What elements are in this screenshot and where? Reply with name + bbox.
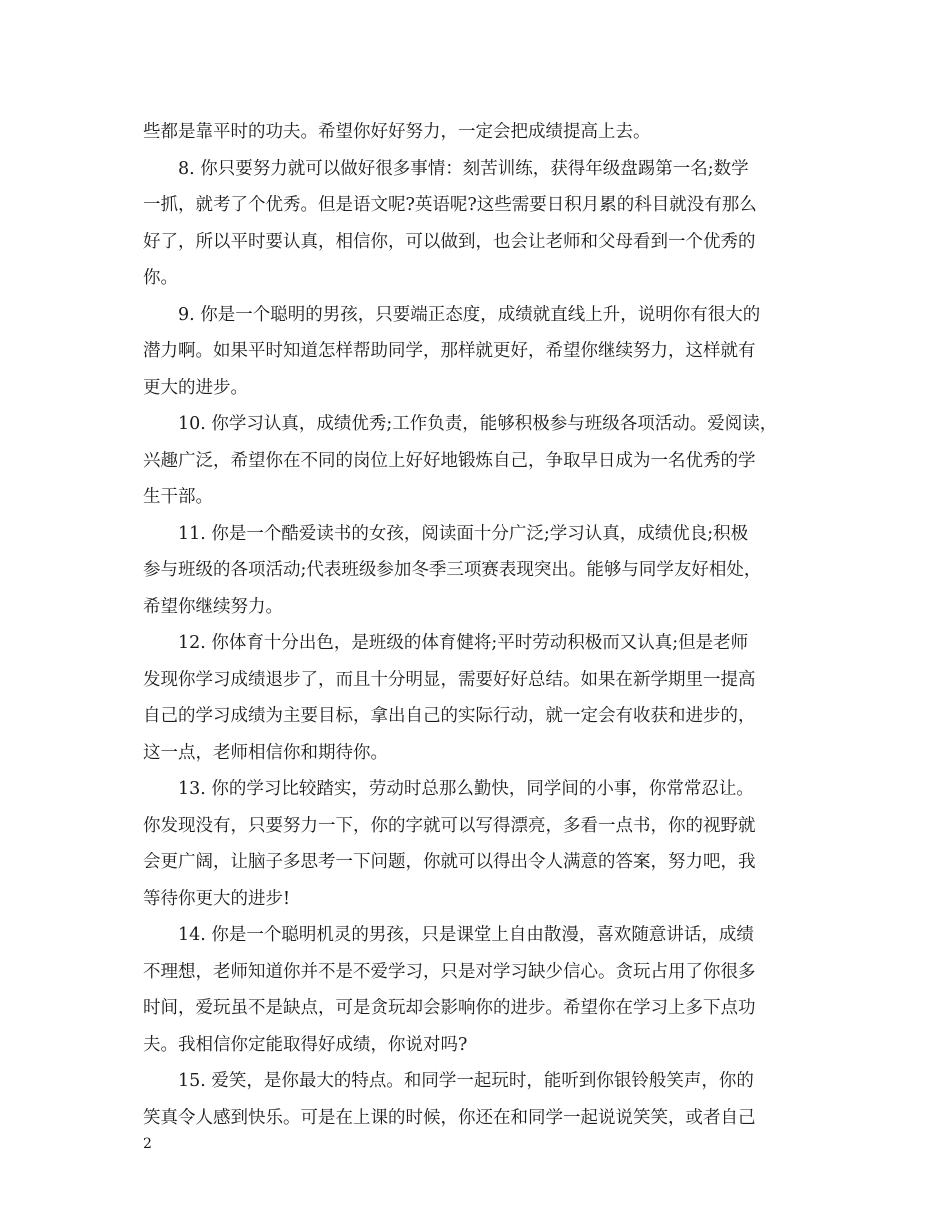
paragraph-comment-15 [143,1063,813,1136]
page-number: 2 [143,1136,152,1152]
text-line: 自己的学习成绩为主要目标，拿出自己的实际行动，就一定会有收获和进步的， [143,706,756,726]
text-line: 兴趣广泛，希望你在不同的岗位上好好地锻炼自己，争取早日成为一名优秀的学 [143,450,756,471]
text-line: 不理想，老师知道你并不是不爱学习，只是对学习缺少信心。贪玩占用了你很多 [143,961,756,982]
text-line: 11. 你是一个酷爱读书的女孩，阅读面十分广泛;学习认真，成绩优良;积极 [143,523,749,544]
text-line: 生干部。 [143,487,213,507]
paragraph-comment-14 [143,917,813,1063]
text-line: 更大的进步。 [143,377,248,398]
text-line: 潜力啊。如果平时知道怎样帮助同学，那样就更好，希望你继续努力，这样就有 [143,341,756,361]
paragraph-comment-10 [143,406,813,516]
text-line: 夫。我相信你定能取得好成绩，你说对吗? [143,1034,468,1055]
text-line: 笑真令人感到快乐。可是在上课的时候，你还在和同学一起说说笑笑，或者自己 [143,1107,756,1128]
text-line: 10. 你学习认真，成绩优秀;工作负责，能够积极参与班级各项活动。爱阅读， [143,414,778,434]
paragraph-comment-9 [143,297,813,407]
text-line: 好了，所以平时要认真，相信你，可以做到，也会让老师和父母看到一个优秀的 [143,231,756,252]
text-line: 8. 你只要努力就可以做好很多事情：刻苦训练，获得年级盘踢第一名;数学 [143,158,749,179]
text-line: 一抓，就考了个优秀。但是语文呢?英语呢?这些需要日积月累的科目就没有那么 [143,195,757,215]
text-line: 发现你学习成绩退步了，而且十分明显，需要好好总结。如果在新学期里一提高 [143,669,756,690]
text-line: 13. 你的学习比较踏实，劳动时总那么勤快，同学间的小事，你常常忍让。 [143,779,754,799]
paragraph-comment-8 [143,151,813,297]
text-line: 希望你继续努力。 [143,596,283,617]
text-line: 你。 [143,268,178,288]
text-line: 参与班级的各项活动;代表班级参加冬季三项赛表现突出。能够与同学友好相处， [143,560,762,580]
text-line: 你发现没有，只要努力一下，你的字就可以写得漂亮，多看一点书，你的视野就 [143,815,756,836]
text-line: 会更广阔，让脑子多思考一下问题，你就可以得出令人满意的答案，努力吧，我 [143,852,756,872]
paragraph-comment-13 [143,771,813,917]
text-line: 12. 你体育十分出色，是班级的体育健将;平时劳动积极而又认真;但是老师 [143,633,749,653]
text-line: 15. 爱笑，是你最大的特点。和同学一起玩时，能听到你银铃般笑声，你的 [143,1071,754,1091]
text-line: 9. 你是一个聪明的男孩，只要端正态度，成绩就直线上升，说明你有很大的 [143,304,761,325]
text-line: 些都是靠平时的功夫。希望你好好努力，一定会把成绩提高上去。 [143,122,651,142]
paragraph-comment-12 [143,625,813,771]
text-line: 等待你更大的进步! [143,888,291,909]
text-line: 这一点，老师相信你和期待你。 [143,742,388,763]
text-line: 14. 你是一个聪明机灵的男孩，只是课堂上自由散漫，喜欢随意讲话，成绩 [143,925,754,945]
paragraph-continuation [143,114,813,151]
document-body [143,114,813,1136]
text-line: 时间，爱玩虽不是缺点，可是贪玩却会影响你的进步。希望你在学习上多下点功 [143,998,756,1018]
paragraph-comment-11 [143,516,813,626]
